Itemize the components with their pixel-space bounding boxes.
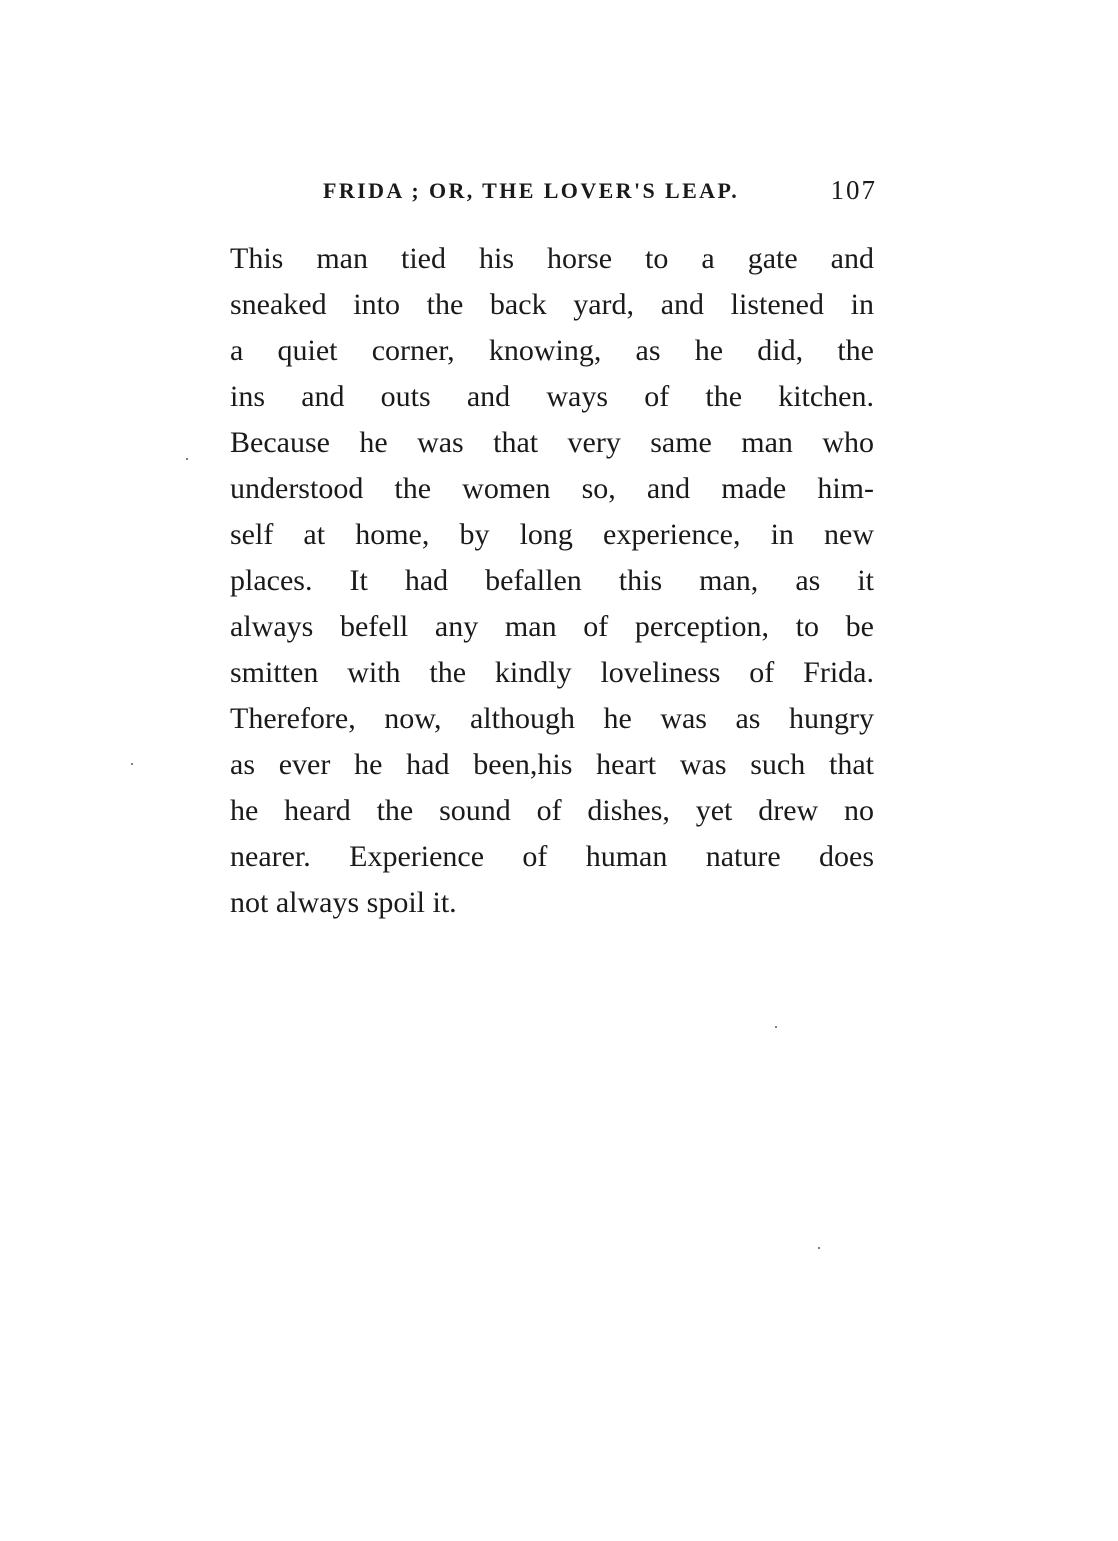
running-head-title: FRIDA ; OR, THE LOVER'S LEAP.	[323, 178, 740, 203]
scan-speck	[131, 763, 133, 765]
text-line: Because he was that very same man who	[230, 426, 874, 459]
running-head	[323, 175, 877, 214]
text-line: a quiet corner, knowing, as he did, the	[230, 334, 874, 367]
body-paragraph	[230, 236, 874, 926]
text-line: sneaked into the back yard, and listened in	[230, 288, 874, 321]
text-line: not always spoil it.	[230, 886, 457, 919]
text-line: nearer. Experience of human nature does	[230, 840, 874, 873]
text-line: smitten with the kindly loveliness of Frida.	[230, 656, 874, 689]
text-line: ins and outs and ways of the kitchen.	[230, 380, 874, 413]
text-line: places. It had befallen this man, as it	[230, 564, 874, 597]
page-number: 107	[830, 175, 877, 205]
scan-speck	[818, 1247, 820, 1249]
scan-speck	[775, 1026, 777, 1028]
text-line: Therefore, now, although he was as hungry	[230, 702, 874, 735]
text-line: he heard the sound of dishes, yet drew no	[230, 794, 874, 827]
text-line: This man tied his horse to a gate and	[230, 242, 874, 275]
text-line: as ever he had been,his heart was such that	[230, 748, 874, 781]
text-line: always befell any man of perception, to be	[230, 610, 874, 643]
text-line: understood the women so, and made him-	[230, 472, 874, 505]
scan-speck	[186, 458, 188, 460]
text-line: self at home, by long experience, in new	[230, 518, 874, 551]
